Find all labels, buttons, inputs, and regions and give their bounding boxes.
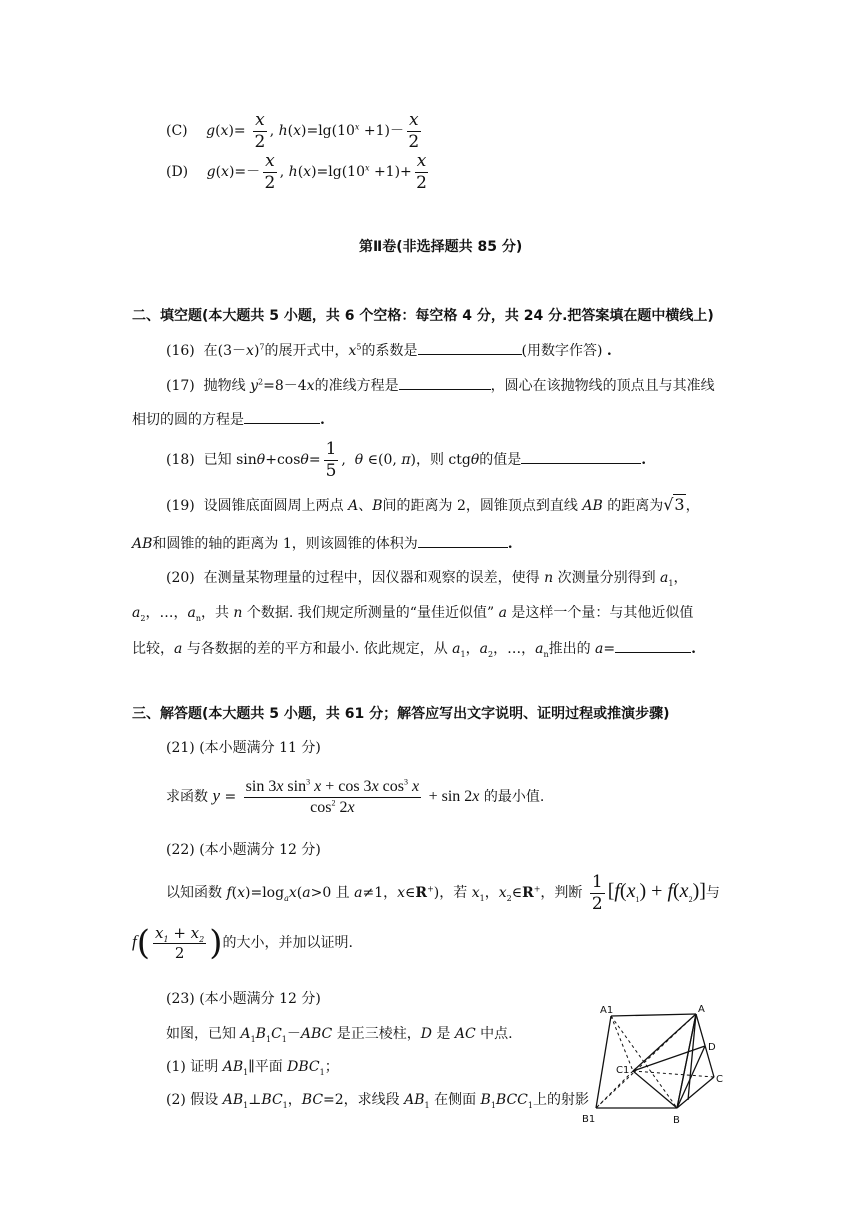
question-18: (18) 已知 sinθ+cosθ= $\frac{1}{5}$ , θ ∈(0, π)，则 ctgθ的值是 . (166, 439, 647, 481)
answer-blank-17a[interactable] (399, 377, 491, 390)
answer-blank-18[interactable] (521, 451, 641, 464)
question-20-line2: $a_2$，…，$a_n$，共 n 个数据. 我们规定所测量的“量佳近似值” a 是这样一个量：与其他近似值 (132, 605, 694, 623)
answer-blank-16[interactable] (418, 342, 522, 355)
answer-blank-19[interactable] (418, 535, 508, 548)
question-17-line2: 相切的圆的方程是 . (132, 412, 325, 428)
question-23-header: (23) (本小题满分 12 分) (166, 991, 321, 1007)
question-16: (16) 在$(3-x)^7$的展开式中，$x^5$的系数是 (用数字作答) . (166, 342, 612, 359)
label-d: D (708, 1042, 716, 1053)
question-17: (17) 抛物线 $y^2=8-4x$的准线方程是 ，圆心在该抛物线的顶点且与其准线 (166, 377, 715, 394)
question-23-part1: (1) 证明 $AB_1\parallel$平面 $DBC_1$； (166, 1059, 339, 1077)
fill-heading: 二、填空题(本大题共 5 小题，共 6 个空格：每空格 4 分，共 24 分.把答案填在题中横线上) (132, 308, 714, 324)
answer-blank-20[interactable] (615, 640, 691, 653)
question-23-intro: 如图，已知 $A_1B_1C_1-ABC$ 是正三棱柱，D 是 AC 中点. (166, 1026, 513, 1044)
option-c: (C) g(x)= $\frac{x}{2}$ , $h(x)=\lg(10^x +1)-$ $\frac{x}{2}$ (166, 110, 420, 152)
question-20-line3: 比较，a 与各数据的差的平方和最小. 依此规定，从 $a_1$，$a_2$，…，$a_n$推出的 a= . (132, 641, 697, 659)
question-22-line2: f( $\frac{x_1 + x_2}{2}$ )的大小，并加以证明. (132, 923, 353, 963)
question-20: (20) 在测量某物理量的过程中，因仪器和观察的误差，使得 n 次测量分别得到 $a_1$， (166, 570, 688, 588)
question-23-part2: (2) 假设 $AB_1\perp BC_1$，BC=2，求线段 $AB_1$ 在侧面 $B_1BCC_1$上的射影 (166, 1092, 589, 1110)
question-22-header: (22) (本小题满分 12 分) (166, 842, 321, 858)
question-21-body: 求函数 y = $\frac{\sin 3x \sin^3 x + \cos 3x \cos^3 x}{\cos^2 2x}$ + sin 2x 的最小值. (166, 777, 545, 816)
question-22-body: 以知函数 $f(x)=\log_ax(a>0$ 且 a≠1，x∈R+)，若 $x_1$，$x_2\in R^+$，判断 $\frac{1}{2}$ $[f(x_1) + f(x_2)]$与 (166, 872, 720, 914)
prism-figure (578, 1000, 728, 1140)
option-c-label: (C) (166, 123, 188, 140)
label-b1: B1 (582, 1114, 596, 1125)
answer-blank-17b[interactable] (244, 411, 320, 424)
label-a: A (698, 1004, 705, 1015)
part2-title: 第Ⅱ卷(非选择题共 85 分) (359, 239, 523, 255)
label-c: C (716, 1074, 723, 1085)
label-c1: C1 (616, 1065, 630, 1076)
question-19: (19) 设圆锥底面圆周上两点 A、B间的距离为 2，圆锥顶点到直线 AB 的距离为√3， (166, 495, 700, 514)
option-d: (D) g(x)=－ $\frac{x}{2}$ , $h(x)=\lg(10^x +1)+$ $\frac{x}{2}$ (166, 151, 427, 193)
option-d-label: (D) (166, 164, 189, 181)
question-19-line2: AB和圆锥的轴的距离为 1，则该圆锥的体积为 . (132, 536, 513, 552)
label-b: B (673, 1115, 680, 1126)
label-a1: A1 (600, 1005, 614, 1016)
solve-heading: 三、解答题(本大题共 5 小题，共 61 分；解答应写出文字说明、证明过程或推演步骤) (132, 706, 670, 722)
question-21-header: (21) (本小题满分 11 分) (166, 740, 321, 756)
